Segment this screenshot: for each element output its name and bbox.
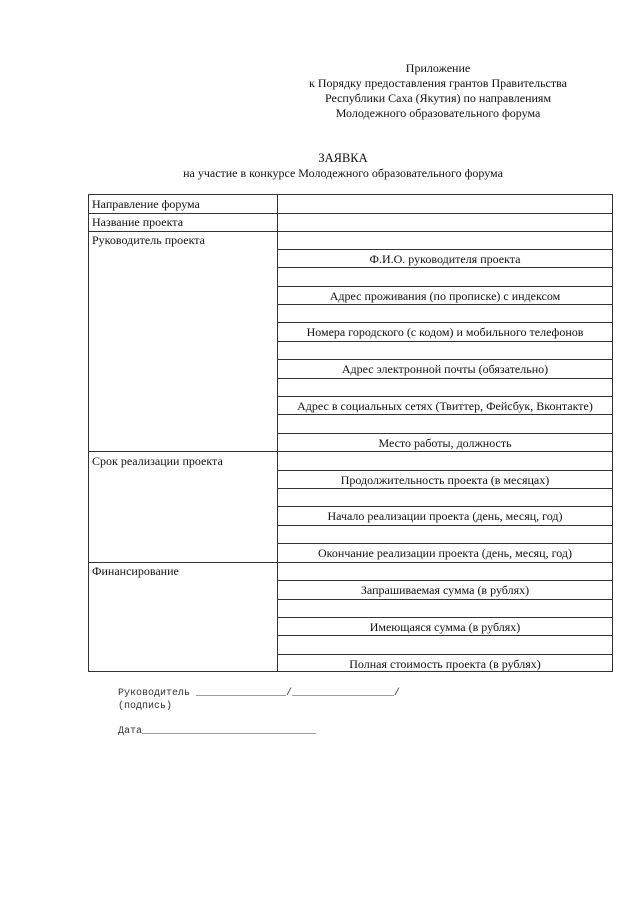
row-divider	[277, 267, 612, 268]
row-divider	[277, 470, 612, 471]
appendix-line: к Порядку предоставления грантов Правительства	[309, 76, 567, 90]
row-divider	[277, 286, 612, 287]
row-divider	[89, 451, 612, 452]
row-divider	[277, 359, 612, 360]
appendix-line: Республики Саха (Якутия) по направлениям	[324, 91, 552, 105]
caption-end-date: Окончание реализации проекта (день, месяц, год)	[318, 546, 572, 560]
caption-address: Адрес проживания (по прописке) с индексом	[329, 289, 561, 303]
row-divider	[89, 562, 612, 563]
row-divider	[277, 635, 612, 636]
appendix-header	[300, 61, 576, 121]
caption-available-sum: Имеющаяся сумма (в рублях)	[369, 620, 521, 634]
label-project-name: Название проекта	[92, 215, 184, 229]
row-divider	[277, 488, 612, 489]
row-divider	[277, 543, 612, 544]
signature-note: (подпись)	[118, 701, 173, 712]
label-project-leader: Руководитель проекта	[92, 233, 205, 247]
row-divider	[89, 213, 612, 214]
row-divider	[277, 396, 612, 397]
row-divider	[277, 414, 612, 415]
row-divider	[277, 433, 612, 434]
appendix-title: Приложение	[405, 61, 471, 75]
caption-leader-fio: Ф.И.О. руководителя проекта	[369, 252, 521, 266]
label-forum-direction: Направление форума	[92, 197, 200, 211]
row-divider	[277, 322, 612, 323]
row-divider	[277, 304, 612, 305]
caption-start-date: Начало реализации проекта (день, месяц, год)	[327, 509, 563, 523]
document-title: ЗАЯВКА	[318, 151, 368, 165]
caption-workplace: Место работы, должность	[378, 436, 512, 450]
row-divider	[277, 599, 612, 600]
row-divider	[277, 580, 612, 581]
row-divider	[277, 341, 612, 342]
row-divider	[277, 506, 612, 507]
caption-duration: Продолжительность проекта (в месяцах)	[340, 473, 550, 487]
leader-signature-line: Руководитель _______________/_________________/	[118, 688, 401, 699]
label-financing: Финансирование	[92, 564, 179, 578]
row-divider	[277, 249, 612, 250]
row-divider	[277, 378, 612, 379]
row-divider	[277, 525, 612, 526]
document-subtitle: на участие в конкурсе Молодежного образовательного форума	[183, 166, 503, 180]
caption-email: Адрес электронной почты (обязательно)	[341, 362, 549, 376]
caption-requested-sum: Запрашиваемая сумма (в рублях)	[360, 583, 530, 597]
appendix-line: Молодежного образовательного форума	[335, 106, 541, 120]
application-form-table	[88, 194, 613, 672]
row-divider	[89, 231, 612, 232]
row-divider	[277, 654, 612, 655]
caption-social: Адрес в социальных сетях (Твиттер, Фейсбук, Вконтакте)	[297, 399, 593, 413]
row-divider	[277, 617, 612, 618]
caption-phones: Номера городского (с кодом) и мобильного телефонов	[306, 325, 584, 339]
caption-total-cost: Полная стоимость проекта (в рублях)	[349, 657, 541, 671]
date-line: Дата_____________________________	[118, 726, 317, 737]
label-project-period: Срок реализации проекта	[92, 454, 223, 468]
